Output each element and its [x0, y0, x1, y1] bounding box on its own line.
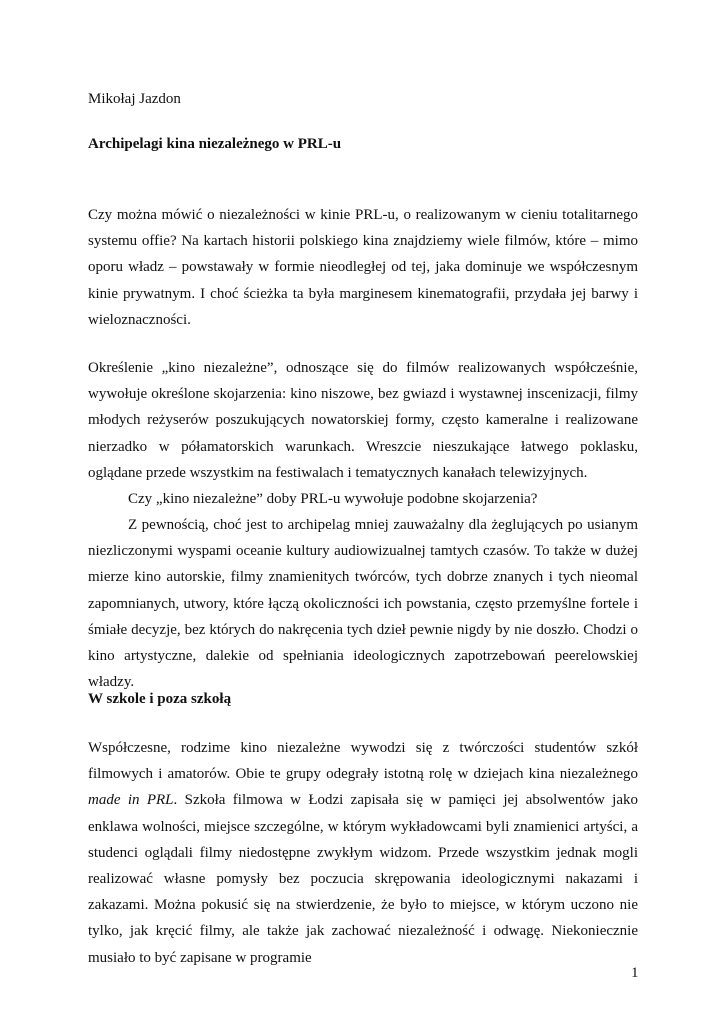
paragraph-definition: Określenie „kino niezależne”, odnoszące się do filmów realizowanych współcześnie, wywołuje określone skojarzenia: kino niszowe, bez gwiazd i wystawnej inscenizacji, filmy młodych reżyserów poszukujących nowatorskiej formy, często kameralne i realizowane nierzadko w półamatorskich warunkach. Wreszcie nieszukające łatwego poklasku, oglądane przede wszystkim na festiwalach i tematycznych kanałach telewizyjnych.	[88, 360, 638, 481]
page-number: 1	[631, 965, 639, 981]
paragraph-archipelago: Z pewnością, choć jest to archipelag mniej zauważalny dla żeglujących po usianym niezliczonymi wyspami oceanie kultury audiowizualnej tamtych czasów. To także w dużej mierze kino autorskie, filmy znamienitych twórców, tych dobrze znanych i tych nieomal zapomnianych, utwory, które łączą okoliczności ich powstania, często przemyślne fortele i śmiałe decyzje, bez których do nakręcenia tych dzieł pewnie nigdy by nie doszło. Chodzi o kino artystyczne, dalekie od spełniania ideologicznych zapotrzebowań peerelowskiej władzy.	[88, 517, 638, 691]
author-name: Mikołaj Jazdon	[88, 91, 181, 107]
section-heading: W szkole i poza szkołą	[88, 691, 232, 707]
paragraph-school-part2: . Szkoła filmowa w Łodzi zapisała się w pamięci jej absolwentów jako enklawa wolności, miejsce szczególne, w którym wykładowcami byli znamienici artyści, a studenci oglądali filmy niedostępne zwykłym widzom. Przede wszystkim jednak mogli realizować własne pomysły bez poczucia skrępowania ideologicznymi nakazami i zakazami. Można pokusić się na stwierdzenie, że było to miejsce, w którym uczono nie tylko, jak kręcić filmy, ale także jak zachować niezależność i odwagę. Niekoniecznie musiało to być zapisane w programie	[88, 792, 638, 966]
paragraph-school-part1: Współczesne, rodzime kino niezależne wywodzi się z twórczości studentów szkół filmowych i amatorów. Obie te grupy odegrały istotną rolę w dziejach kina niezależnego	[88, 740, 638, 783]
paragraph-school-italic: made in PRL	[88, 792, 174, 809]
document-title: Archipelagi kina niezależnego w PRL-u	[88, 136, 342, 152]
paragraph-intro: Czy można mówić o niezależności w kinie PRL-u, o realizowanym w cieniu totalitarnego systemu offie? Na kartach historii polskiego kina znajdziemy wiele filmów, które – mimo oporu władz – powstawały w formie nieodległej od tej, jaka dominuje we współczesnym kinie prywatnym. I choć ścieżka ta była marginesem kinematografii, przydała jej barwy i wieloznaczności.	[88, 207, 638, 328]
paragraph-question: Czy „kino niezależne” doby PRL-u wywołuje podobne skojarzenia?	[128, 491, 538, 507]
paragraph-school	[88, 735, 638, 971]
